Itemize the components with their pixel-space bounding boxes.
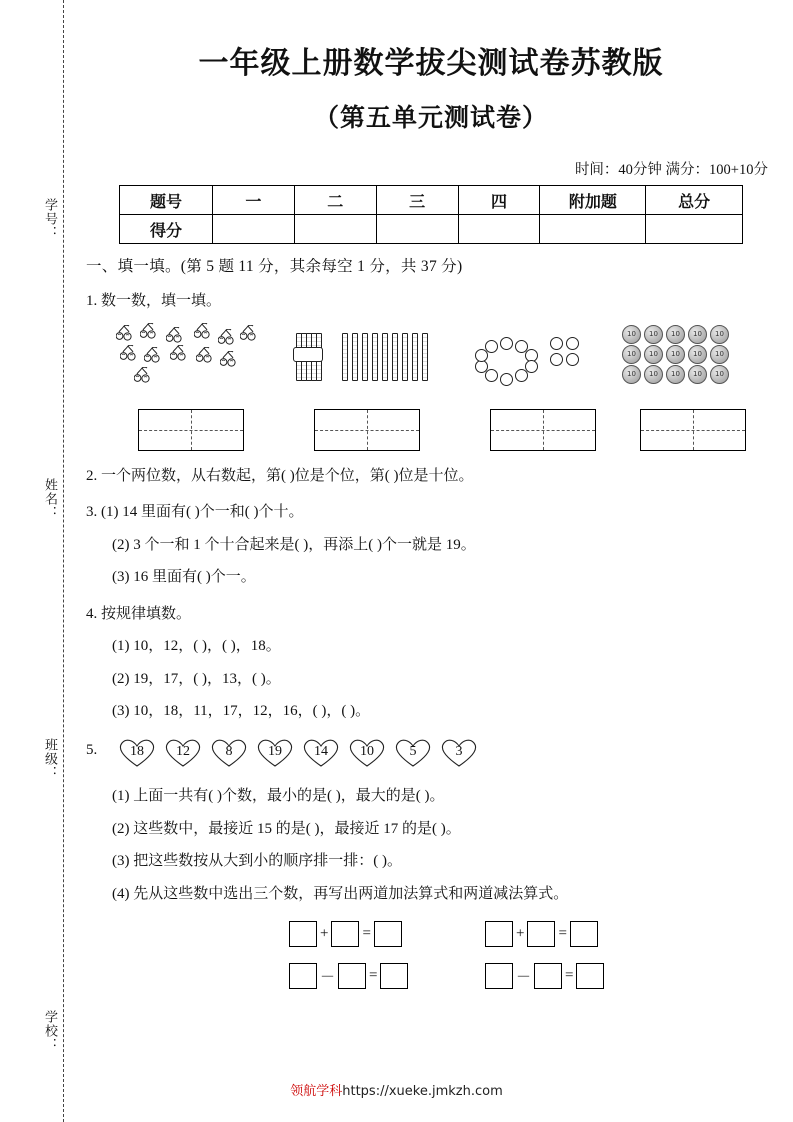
- equation-1: [286, 921, 405, 947]
- question-1: [86, 290, 776, 313]
- cherry-icon: [220, 351, 236, 368]
- equation-1-eq: =: [362, 925, 371, 942]
- question-5-number: 5.: [86, 741, 98, 758]
- picture-group-beads: [466, 321, 626, 451]
- score-header-1: 一: [212, 186, 294, 215]
- heart-number: 3: [438, 737, 480, 769]
- question-5-item-1: (1) 上面一共有( )个数，最小的是( )，最大的是( )。: [112, 788, 445, 804]
- heart-number: 8: [208, 737, 250, 769]
- answer-box-cherries[interactable]: [138, 409, 244, 451]
- section-1-heading: 一、填一填。(第 5 题 11 分，其余每空 1 分，共 37 分): [86, 258, 463, 275]
- coin-icon: 10: [644, 345, 663, 364]
- page-footer: [0, 1080, 793, 1099]
- coin-icon: 10: [710, 345, 729, 364]
- cherry-icon: [166, 327, 182, 344]
- cherry-icon: [218, 329, 234, 346]
- coin-icon: 10: [666, 345, 685, 364]
- answer-box-beads[interactable]: [490, 409, 596, 451]
- cut-line: [63, 0, 64, 1122]
- equation-4-box-2[interactable]: [534, 963, 562, 989]
- question-2-text: 一个两位数，从右数起，第( )位是个位，第( )位是十位。: [101, 467, 474, 484]
- question-1-pictures: [100, 321, 776, 451]
- equation-2-box-1[interactable]: [485, 921, 513, 947]
- question-5-item-4: (4) 先从这些数中选出三个数，再写出两道加法算式和两道减法算式。: [112, 885, 569, 902]
- score-header-0: 题号: [120, 186, 213, 215]
- coin-icon: 10: [688, 365, 707, 384]
- stick-icon: [362, 333, 368, 381]
- exam-meta: 时间：40分钟 满分：100+10分: [574, 162, 768, 178]
- question-3-item-3: (3) 16 里面有( )个一。: [112, 569, 256, 585]
- page-subtitle: （第五单元测试卷）: [313, 103, 548, 132]
- bead-icon: [500, 337, 513, 350]
- exam-page: [86, 0, 776, 1003]
- coin-icon: 10: [666, 325, 685, 344]
- heart-number: 12: [162, 737, 204, 769]
- question-4-item-2: (2) 19，17，( )，13，( )。: [112, 670, 281, 687]
- coin-icon: 10: [710, 325, 729, 344]
- heart-number: 18: [116, 737, 158, 769]
- bead-icon: [550, 353, 563, 366]
- heart-number: 14: [300, 737, 342, 769]
- score-cell-2[interactable]: [294, 215, 376, 244]
- footer-url: https://xueke.jmkzh.com: [342, 1084, 503, 1099]
- question-1-number: 1.: [86, 293, 98, 309]
- question-4: [86, 603, 776, 626]
- question-3-number: 3.: [86, 504, 98, 520]
- picture-group-coins: [616, 321, 776, 451]
- equation-3-box-3[interactable]: [380, 963, 408, 989]
- bead-icon: [566, 353, 579, 366]
- equation-4-eq: =: [565, 967, 574, 984]
- table-row: [120, 215, 743, 244]
- bead-icon: [515, 369, 528, 382]
- question-3-item-2: (2) 3 个一和 1 个十合起来是( )，再添上( )个一就是 19。: [112, 536, 476, 553]
- stick-icon: [402, 333, 408, 381]
- cherry-icon: [194, 323, 210, 340]
- score-cell-6[interactable]: [646, 215, 743, 244]
- footer-brand: 领航学科: [290, 1084, 343, 1099]
- cherry-icon: [240, 325, 256, 342]
- coins-art: [616, 321, 776, 395]
- coin-icon: 10: [622, 345, 641, 364]
- coin-icon: 10: [644, 365, 663, 384]
- equation-2-eq: =: [558, 925, 567, 942]
- sticks-art: [290, 321, 450, 395]
- score-header-3: 三: [376, 186, 458, 215]
- question-4-number: 4.: [86, 605, 98, 622]
- question-4-text: 按规律填数。: [101, 605, 192, 622]
- score-header-6: 总分: [646, 186, 743, 215]
- equation-3-box-1[interactable]: [289, 963, 317, 989]
- coin-icon: 10: [622, 365, 641, 384]
- equation-4-box-3[interactable]: [576, 963, 604, 989]
- stick-icon: [372, 333, 378, 381]
- side-label-name: 姓名：: [43, 478, 58, 520]
- heart-number: 19: [254, 737, 296, 769]
- side-labels: [26, 0, 60, 1122]
- picture-group-cherries: [114, 321, 274, 451]
- bead-icon: [550, 337, 563, 350]
- beads-art: [466, 321, 626, 395]
- equation-1-box-1[interactable]: [289, 921, 317, 947]
- stick-bundle-icon: [296, 333, 318, 381]
- score-header-2: 二: [294, 186, 376, 215]
- equation-2: [482, 921, 601, 947]
- stick-icon: [392, 333, 398, 381]
- side-label-student-id: 学号：: [43, 198, 58, 240]
- equation-3-eq: =: [369, 967, 378, 984]
- coin-icon: 10: [622, 325, 641, 344]
- coin-icon: 10: [688, 345, 707, 364]
- picture-group-sticks: [290, 321, 450, 451]
- stick-icon: [352, 333, 358, 381]
- coin-icon: 10: [644, 325, 663, 344]
- question-1-text: 数一数，填一填。: [101, 293, 222, 309]
- cherries-art: [114, 321, 274, 395]
- equation-2-box-3[interactable]: [570, 921, 598, 947]
- stick-icon: [382, 333, 388, 381]
- cherry-icon: [170, 345, 186, 362]
- stick-icon: [412, 333, 418, 381]
- heart-number: 10: [346, 737, 388, 769]
- coin-icon: 10: [666, 365, 685, 384]
- stick-icon: [342, 333, 348, 381]
- equation-1-box-3[interactable]: [374, 921, 402, 947]
- score-cell-5[interactable]: [540, 215, 646, 244]
- equation-3: [286, 963, 411, 989]
- question-2: [86, 465, 776, 488]
- coin-icon: 10: [688, 325, 707, 344]
- score-table: [119, 185, 743, 244]
- score-cell-4[interactable]: [458, 215, 540, 244]
- score-cell-1[interactable]: [212, 215, 294, 244]
- question-4-item-1: (1) 10，12，( )，( )，18。: [112, 638, 281, 654]
- score-header-5: 附加题: [540, 186, 646, 215]
- page-title: 一年级上册数学拔尖测试卷苏教版: [198, 46, 664, 81]
- question-5-item-2: (2) 这些数中，最接近 15 的是( )，最接近 17 的是( )。: [112, 820, 461, 837]
- cherry-icon: [116, 325, 132, 342]
- question-4-item-3: (3) 10，18，11，17，12，16，( )，( )。: [112, 703, 371, 719]
- table-row: [120, 186, 743, 215]
- question-3-item-1: (1) 14 里面有( )个一和( )个十。: [101, 504, 304, 520]
- equation-2-op: +: [516, 925, 525, 942]
- answer-box-sticks[interactable]: [314, 409, 420, 451]
- equation-1-box-2[interactable]: [331, 921, 359, 947]
- coin-icon: 10: [710, 365, 729, 384]
- cherry-icon: [140, 323, 156, 340]
- question-5-item-3: (3) 把这些数按从大到小的顺序排一排：( )。: [112, 853, 402, 869]
- equation-4: [482, 963, 607, 989]
- score-cell-3[interactable]: [376, 215, 458, 244]
- bead-icon: [485, 369, 498, 382]
- equation-4-box-1[interactable]: [485, 963, 513, 989]
- stick-icon: [422, 333, 428, 381]
- score-header-4: 四: [458, 186, 540, 215]
- question-3: [86, 501, 776, 524]
- equation-2-box-2[interactable]: [527, 921, 555, 947]
- equation-1-op: +: [320, 925, 329, 942]
- equation-3-op: －: [320, 969, 336, 986]
- equation-3-box-2[interactable]: [338, 963, 366, 989]
- side-label-school: 学校：: [43, 1010, 58, 1052]
- bead-icon: [485, 340, 498, 353]
- bead-icon: [566, 337, 579, 350]
- side-label-class: 班级：: [43, 738, 58, 780]
- score-cell-0: 得分: [120, 215, 213, 244]
- cherry-icon: [134, 367, 150, 384]
- question-5-heart-numbers: [116, 737, 776, 771]
- bead-icon: [500, 373, 513, 386]
- question-5-equations: [86, 917, 776, 1003]
- equation-4-op: －: [516, 969, 532, 986]
- cherry-icon: [144, 347, 160, 364]
- question-2-number: 2.: [86, 467, 98, 484]
- answer-box-coins[interactable]: [640, 409, 746, 451]
- heart-number: 5: [392, 737, 434, 769]
- cherry-icon: [196, 347, 212, 364]
- cherry-icon: [120, 345, 136, 362]
